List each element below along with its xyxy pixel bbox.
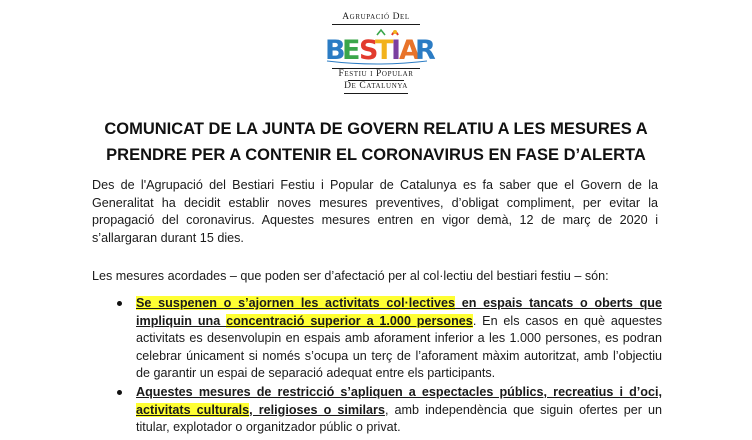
measure-1-bold-text: en espais tancats o oberts que impliquin una — [136, 296, 662, 328]
logo-top-text: Agrupació Del — [342, 12, 410, 22]
measure-2-bold-text-1: Aquestes mesures de restricció s’apliquen a espectacles públics, recreatius i d’oci, — [136, 385, 662, 399]
title-line-1: COMUNICAT DE LA JUNTA DE GOVERN RELATIU A LES MESURES A — [104, 120, 648, 138]
svg-text:B: B — [325, 35, 346, 66]
measure-item-2 — [92, 384, 662, 437]
logo-rule-bottom — [344, 93, 408, 94]
logo-rule-top — [332, 24, 420, 25]
intro-paragraph: Des de l'Agrupació del Bestiari Festiu i Popular de Catalunya es fa saber que el Govern de la Generalitat ha decidit establir noves mesures preventives, d’obligat compliment, per evitar la propagació del coronavirus. Aquestes mesures entren en vigor demà, 12 de març de 2020 i s’allargaran durant 15 dies. — [92, 178, 658, 245]
bullet-icon — [117, 301, 122, 306]
svg-text:S: S — [359, 35, 379, 66]
bestiari-wordmark — [322, 27, 436, 67]
bullet-icon — [117, 390, 122, 395]
measure-1-text: . En els casos en què aquestes activitats es desenvolupin en espais amb aforament inferior a les 1.000 persones, es podran celebrar únicament si només s’ocupa un terç de l’aforament màxim autoritzat, amb l’objectiu de garantir un espai de separació adequat entre els participants. — [136, 313, 662, 381]
organization-logo — [318, 12, 434, 100]
measures-intro-paragraph: Les mesures acordades – que poden ser d’afectació per al col·lectiu del bestiari festiu – són: — [92, 269, 609, 283]
svg-text:I: I — [391, 35, 402, 66]
document-title — [60, 116, 692, 168]
svg-text:A: A — [399, 35, 420, 66]
svg-text:T: T — [375, 35, 394, 66]
svg-text:E: E — [342, 35, 361, 66]
measure-2-text: , amb independència que siguin ofertes per un titular, explotador o organitzador públic o privat. — [136, 402, 662, 435]
title-line-2: PRENDRE PER A CONTENIR EL CORONAVIRUS EN FASE D’ALERTA — [106, 146, 646, 164]
logo-bottom-text-1: Festiu i Popular — [338, 69, 414, 79]
svg-text:R: R — [415, 35, 436, 66]
measure-item-1 — [92, 295, 662, 383]
measure-1-highlight-2: concentració superior a 1.000 persones — [226, 313, 473, 328]
measure-2-bold-text-2: , religioses o similars — [249, 402, 385, 417]
measure-1-highlight-1: Se suspenen o s’ajornen les activitats col·lectives — [136, 296, 455, 310]
measure-2-highlight: activitats culturals — [136, 402, 250, 417]
logo-bottom-text-2: De Catalunya — [344, 81, 408, 91]
